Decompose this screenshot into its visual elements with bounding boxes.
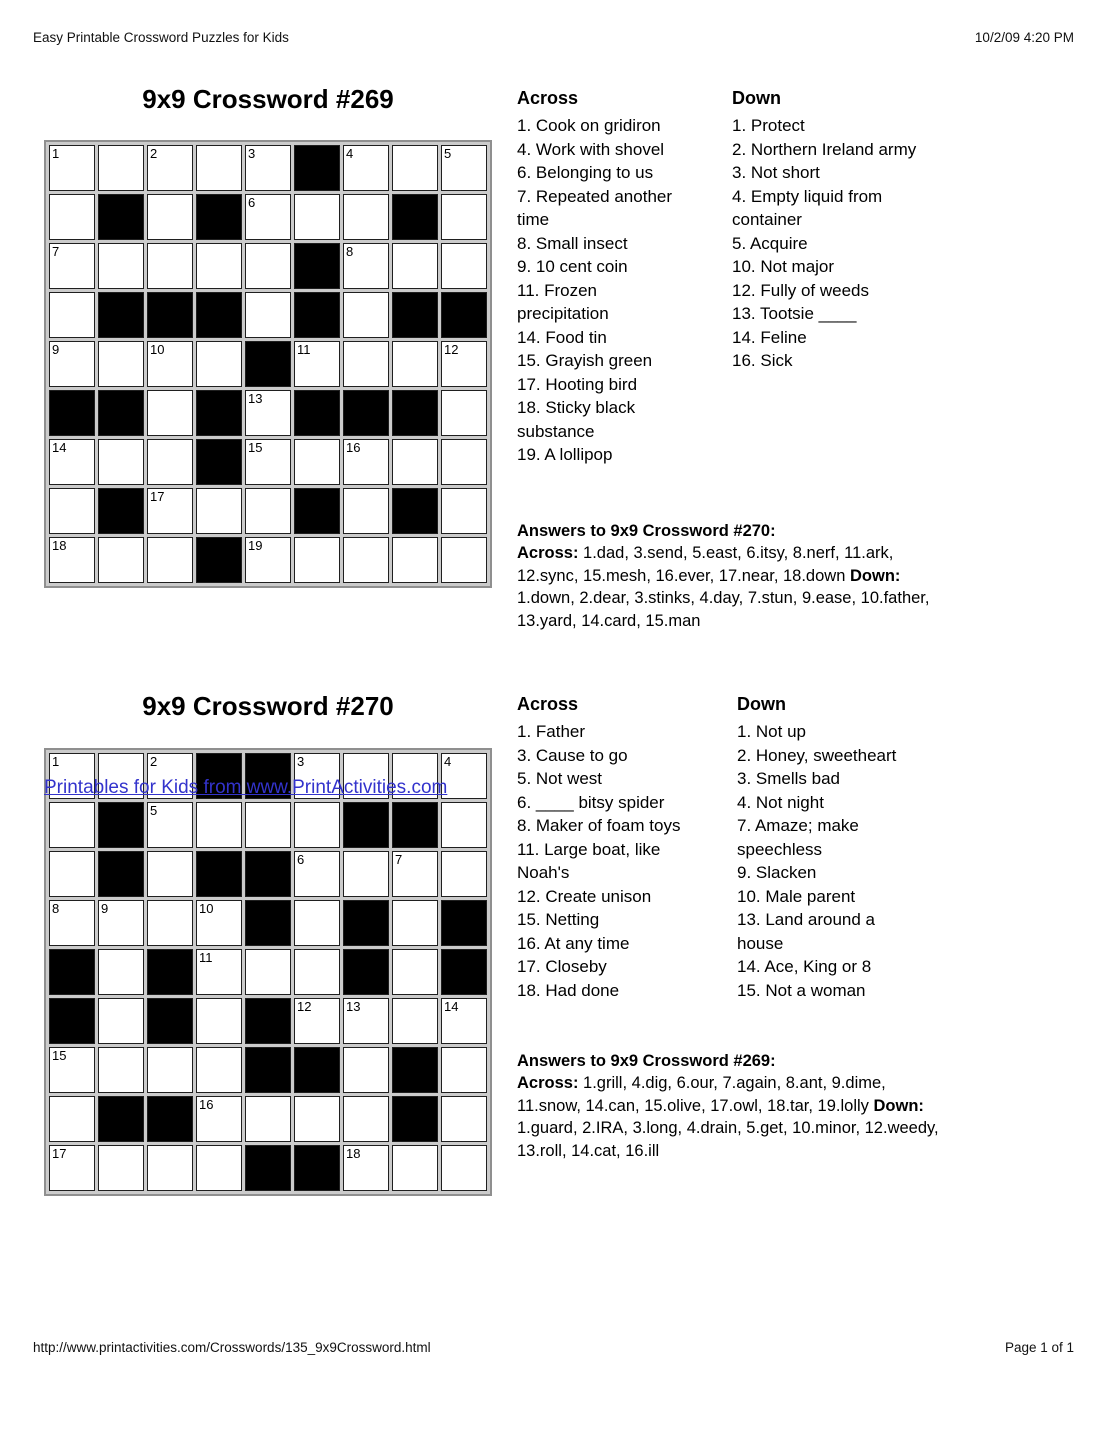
grid-cell: [294, 998, 340, 1044]
answers-block-269: [517, 1050, 952, 1162]
grid-cell-black: [294, 1047, 340, 1093]
grid-cell: [49, 341, 95, 387]
grid-cell: [245, 145, 291, 191]
grid-cell: [441, 439, 487, 485]
cell-number: 10: [150, 342, 165, 357]
cell-number: 11: [297, 342, 311, 357]
cell-number: 14: [444, 999, 459, 1014]
grid-cell: [245, 439, 291, 485]
clue-item: 7. Repeated another time: [517, 186, 673, 229]
grid-cell-black: [147, 1096, 193, 1142]
answers-text: [517, 542, 952, 632]
grid-cell: [245, 949, 291, 995]
cell-number: 7: [395, 852, 403, 867]
clue-item: 5. Not west: [517, 769, 603, 788]
grid-cell: [49, 292, 95, 338]
cell-number: 2: [150, 754, 158, 769]
grid-cell: [294, 900, 340, 946]
grid-cell: [441, 145, 487, 191]
grid-cell: [245, 390, 291, 436]
cell-number: 6: [297, 852, 305, 867]
grid-cell: [196, 1047, 242, 1093]
grid-cell: [392, 145, 438, 191]
cell-number: 6: [248, 195, 256, 210]
cell-number: 9: [101, 901, 109, 916]
print-header: [33, 30, 1074, 45]
grid-cell: [49, 488, 95, 534]
grid-cell: [441, 341, 487, 387]
puzzle-269-down-clues: [732, 86, 947, 373]
grid-cell: [294, 802, 340, 848]
grid-cell: [49, 900, 95, 946]
grid-cell: [441, 802, 487, 848]
grid-cell: [147, 194, 193, 240]
grid-cell: [441, 1145, 487, 1191]
grid-cell: [392, 439, 438, 485]
grid-cell: [98, 998, 144, 1044]
answers-across-label: Across:: [517, 1074, 579, 1093]
grid-cell-black: [392, 1096, 438, 1142]
answers-across-values: 1.dad, 3.send, 5.east, 6.itsy, 8.nerf, 11.ark, 12.sync, 15.mesh, 16.ever, 17.near, 18.down: [517, 544, 894, 585]
grid-cell: [98, 537, 144, 583]
print-footer-url: http://www.printactivities.com/Crosswords/135_9x9Crossword.html: [33, 1340, 431, 1355]
answers-down-label: Down:: [873, 1096, 924, 1115]
grid-cell-black: [245, 900, 291, 946]
grid-cell-black: [441, 900, 487, 946]
clue-item: 14. Feline: [732, 327, 807, 347]
clue-item: 1. Father: [517, 722, 586, 741]
grid-cell: [49, 243, 95, 289]
cell-number: 10: [199, 901, 214, 916]
grid-cell: [98, 900, 144, 946]
grid-cell: [245, 488, 291, 534]
grid-cell: [343, 851, 389, 897]
grid-cell: [294, 537, 340, 583]
grid-cell: [147, 537, 193, 583]
grid-cell: [245, 802, 291, 848]
grid-cell: [147, 851, 193, 897]
grid-cell: [343, 488, 389, 534]
grid-cell: [294, 194, 340, 240]
clue-item: 13. Tootsie ____: [732, 304, 857, 323]
grid-cell-black: [343, 390, 389, 436]
clue-item: 13. Land around a house: [737, 910, 876, 953]
clue-item: 7. Amaze; make speechless: [737, 816, 859, 859]
grid-cell-black: [294, 243, 340, 289]
grid-cell-black: [196, 292, 242, 338]
grid-cell: [343, 292, 389, 338]
cell-number: 16: [346, 440, 361, 455]
grid-cell: [392, 341, 438, 387]
clue-item: 11. Frozen precipitation: [517, 280, 609, 323]
answers-down-values: 1.down, 2.dear, 3.stinks, 4.day, 7.stun, 9.ease, 10.father, 13.yard, 14.card, 15.man: [517, 589, 930, 630]
grid-cell: [441, 998, 487, 1044]
cell-number: 3: [297, 754, 305, 769]
grid-cell: [196, 1096, 242, 1142]
answers-text: [517, 1072, 952, 1162]
grid-cell: [294, 851, 340, 897]
clue-item: 3. Not short: [732, 163, 820, 182]
cell-number: 17: [150, 489, 165, 504]
grid-cell-black: [49, 998, 95, 1044]
grid-cell: [196, 900, 242, 946]
grid-cell: [343, 439, 389, 485]
grid-cell: [343, 1145, 389, 1191]
clue-item: 2. Northern Ireland army: [732, 139, 917, 159]
grid-cell: [98, 341, 144, 387]
grid-cell: [343, 537, 389, 583]
printactivities-link[interactable]: Printables for Kids from www.PrintActivities.com: [44, 777, 448, 798]
grid-cell-black: [245, 1047, 291, 1093]
grid-cell: [294, 341, 340, 387]
grid-cell-black: [147, 292, 193, 338]
grid-cell: [441, 390, 487, 436]
cell-number: 11: [199, 950, 213, 965]
cell-number: 7: [52, 244, 60, 259]
grid-cell-black: [343, 900, 389, 946]
grid-cell: [49, 537, 95, 583]
grid-cell-black: [343, 802, 389, 848]
grid-cell-black: [196, 390, 242, 436]
grid-cell-black: [147, 949, 193, 995]
across-heading: Across: [517, 694, 579, 714]
grid-cell: [245, 537, 291, 583]
clue-item: 1. Not up: [737, 722, 806, 741]
answers-block-270: [517, 520, 952, 632]
grid-cell-black: [392, 802, 438, 848]
grid-cell: [49, 1096, 95, 1142]
grid-cell: [98, 439, 144, 485]
grid-cell: [196, 488, 242, 534]
puzzle-269-title: 9x9 Crossword #269: [142, 84, 394, 114]
clue-item: 14. Food tin: [517, 327, 607, 347]
grid-cell: [147, 243, 193, 289]
down-clue-list: [732, 114, 947, 373]
answers-across-values: 1.grill, 4.dig, 6.our, 7.again, 8.ant, 9.dime, 11.snow, 14.can, 15.olive, 17.owl, 18.tar, 19.lolly: [517, 1074, 886, 1115]
clue-item: 4. Empty liquid from container: [732, 186, 883, 229]
clue-item: 4. Work with shovel: [517, 139, 665, 159]
cell-number: 17: [52, 1146, 67, 1161]
grid-cell-black: [98, 802, 144, 848]
grid-cell-black: [392, 292, 438, 338]
grid-cell: [147, 1145, 193, 1191]
grid-cell: [49, 439, 95, 485]
clue-item: 14. Ace, King or 8: [737, 957, 872, 976]
grid-cell: [49, 1047, 95, 1093]
grid-cell: [245, 292, 291, 338]
grid-cell: [49, 145, 95, 191]
grid-cell: [147, 1047, 193, 1093]
grid-cell: [392, 998, 438, 1044]
grid-cell: [49, 194, 95, 240]
clue-item: 17. Hooting bird: [517, 374, 638, 394]
cell-number: 13: [346, 999, 361, 1014]
grid-cell-black: [98, 1096, 144, 1142]
clue-item: 15. Netting: [517, 910, 600, 929]
clue-item: 3. Smells bad: [737, 769, 840, 788]
grid-cell: [441, 1047, 487, 1093]
print-header-datetime: 10/2/09 4:20 PM: [974, 30, 1074, 45]
cell-number: 8: [346, 244, 354, 259]
answers-title: Answers to 9x9 Crossword #270:: [517, 522, 776, 540]
print-footer: [33, 1340, 1074, 1355]
cell-number: 9: [52, 342, 60, 357]
grid-cell: [343, 998, 389, 1044]
grid-cell: [245, 243, 291, 289]
clue-item: 18. Had done: [517, 980, 620, 1000]
clue-item: 8. Small insect: [517, 233, 628, 253]
grid-cell: [49, 802, 95, 848]
grid-cell: [147, 802, 193, 848]
grid-cell: [196, 949, 242, 995]
clue-item: 4. Not night: [737, 792, 824, 812]
grid-cell-black: [441, 292, 487, 338]
grid-cell: [392, 537, 438, 583]
grid-cell-black: [294, 1145, 340, 1191]
clue-item: 10. Male parent: [737, 886, 856, 906]
across-clue-list: [517, 720, 717, 1002]
cell-number: 12: [444, 342, 459, 357]
clue-item: 18. Sticky black substance: [517, 398, 636, 441]
grid-cell-black: [196, 194, 242, 240]
grid-cell-black: [392, 1047, 438, 1093]
print-footer-page: Page 1 of 1: [1004, 1340, 1074, 1355]
grid-cell: [196, 1145, 242, 1191]
grid-cell: [147, 900, 193, 946]
grid-cell-black: [294, 145, 340, 191]
grid-cell-black: [245, 341, 291, 387]
clue-item: 8. Maker of foam toys: [517, 816, 681, 835]
cell-number: 12: [297, 999, 312, 1014]
grid-cell-black: [245, 1145, 291, 1191]
grid-cell-black: [98, 194, 144, 240]
grid-cell-black: [98, 851, 144, 897]
grid-cell: [343, 243, 389, 289]
grid-cell-black: [98, 292, 144, 338]
clue-item: 2. Honey, sweetheart: [737, 745, 897, 765]
grid-cell-black: [294, 390, 340, 436]
grid-cell: [441, 243, 487, 289]
cell-number: 1: [52, 754, 60, 769]
answers-title: Answers to 9x9 Crossword #269:: [517, 1052, 776, 1070]
grid-cell: [49, 851, 95, 897]
cell-number: 15: [52, 1048, 67, 1063]
clue-item: 9. Slacken: [737, 863, 817, 882]
clue-item: 6. ____ bitsy spider: [517, 792, 665, 812]
clue-item: 17. Closeby: [517, 957, 607, 976]
clue-item: 6. Belonging to us: [517, 163, 654, 182]
cell-number: 8: [52, 901, 60, 916]
across-heading: Across: [517, 88, 579, 108]
grid-cell-black: [294, 292, 340, 338]
grid-cell: [441, 537, 487, 583]
cell-number: 15: [248, 440, 263, 455]
crossword-grid-270: [44, 748, 492, 1196]
down-heading: Down: [737, 694, 786, 714]
clue-item: 12. Create unison: [517, 886, 652, 906]
clue-item: 5. Acquire: [732, 233, 808, 253]
puzzle-270-title: 9x9 Crossword #270: [142, 691, 394, 721]
cell-number: 4: [346, 146, 354, 161]
clue-item: 9. 10 cent coin: [517, 257, 628, 276]
grid-cell: [147, 390, 193, 436]
grid-cell-black: [294, 488, 340, 534]
puzzle-269-across-clues: [517, 86, 689, 467]
puzzle-270-down-clues: [737, 692, 922, 1002]
clue-item: 16. Sick: [732, 351, 793, 370]
cell-number: 2: [150, 146, 158, 161]
cell-number: 3: [248, 146, 256, 161]
grid-cell-black: [392, 390, 438, 436]
grid-cell: [392, 243, 438, 289]
grid-cell: [294, 439, 340, 485]
clue-item: 11. Large boat, like Noah's: [517, 839, 661, 882]
cell-number: 14: [52, 440, 67, 455]
grid-cell-black: [196, 439, 242, 485]
crossword-grid-269: [44, 140, 492, 588]
grid-cell-black: [245, 851, 291, 897]
grid-cell: [196, 145, 242, 191]
puzzle-270-across-clues: [517, 692, 717, 1002]
grid-cell: [343, 145, 389, 191]
grid-cell: [441, 753, 487, 799]
grid-cell-black: [147, 998, 193, 1044]
grid-cell: [441, 488, 487, 534]
grid-cell: [343, 341, 389, 387]
answers-down-label: Down:: [849, 566, 901, 585]
grid-cell-black: [196, 537, 242, 583]
down-heading: Down: [732, 88, 781, 108]
clue-item: 1. Cook on gridiron: [517, 116, 661, 135]
grid-cell: [392, 900, 438, 946]
grid-cell: [441, 194, 487, 240]
across-clue-list: [517, 114, 689, 467]
cell-number: 5: [150, 803, 158, 818]
print-header-title: Easy Printable Crossword Puzzles for Kids: [33, 30, 289, 45]
grid-cell: [245, 194, 291, 240]
grid-cell: [196, 243, 242, 289]
cell-number: 18: [52, 538, 67, 553]
grid-cell: [98, 1047, 144, 1093]
grid-cell: [441, 851, 487, 897]
down-clue-list: [737, 720, 922, 1002]
answers-down-values: 1.guard, 2.IRA, 3.long, 4.drain, 5.get, 10.minor, 12.weedy, 13.roll, 14.cat, 16.ill: [517, 1119, 939, 1160]
grid-cell: [392, 851, 438, 897]
grid-cell: [147, 341, 193, 387]
grid-cell: [441, 1096, 487, 1142]
grid-cell: [196, 341, 242, 387]
cell-number: 13: [248, 391, 263, 406]
grid-cell: [98, 243, 144, 289]
grid-cell-black: [245, 998, 291, 1044]
grid-cell: [343, 194, 389, 240]
grid-cell-black: [196, 851, 242, 897]
grid-cell: [245, 1096, 291, 1142]
grid-cell-black: [441, 949, 487, 995]
grid-cell: [98, 1145, 144, 1191]
grid-cell: [147, 439, 193, 485]
grid-cell-black: [392, 194, 438, 240]
cell-number: 5: [444, 146, 452, 161]
cell-number: 1: [52, 146, 60, 161]
cell-number: 18: [346, 1146, 361, 1161]
grid-cell: [98, 949, 144, 995]
grid-cell-black: [392, 488, 438, 534]
clue-item: 19. A lollipop: [517, 445, 613, 464]
grid-cell-black: [49, 390, 95, 436]
clue-item: 10. Not major: [732, 257, 835, 276]
grid-cell: [392, 949, 438, 995]
grid-cell: [294, 1096, 340, 1142]
clue-item: 12. Fully of weeds: [732, 280, 870, 300]
grid-cell: [49, 1145, 95, 1191]
grid-cell: [196, 802, 242, 848]
grid-cell: [343, 1096, 389, 1142]
clue-item: 1. Protect: [732, 116, 805, 135]
clue-item: 15. Grayish green: [517, 351, 653, 370]
answers-across-label: Across:: [517, 544, 579, 563]
clue-item: 15. Not a woman: [737, 980, 866, 1000]
grid-cell: [196, 998, 242, 1044]
cell-number: 19: [248, 538, 263, 553]
grid-cell-black: [98, 488, 144, 534]
clue-item: 16. At any time: [517, 933, 630, 953]
grid-cell-black: [49, 949, 95, 995]
grid-cell-black: [343, 949, 389, 995]
grid-cell-black: [98, 390, 144, 436]
grid-cell: [294, 949, 340, 995]
grid-cell: [343, 1047, 389, 1093]
cell-number: 16: [199, 1097, 214, 1112]
grid-cell: [147, 145, 193, 191]
cell-number: 4: [444, 754, 452, 769]
grid-cell: [98, 145, 144, 191]
grid-cell: [147, 488, 193, 534]
grid-cell: [392, 1145, 438, 1191]
clue-item: 3. Cause to go: [517, 745, 628, 765]
